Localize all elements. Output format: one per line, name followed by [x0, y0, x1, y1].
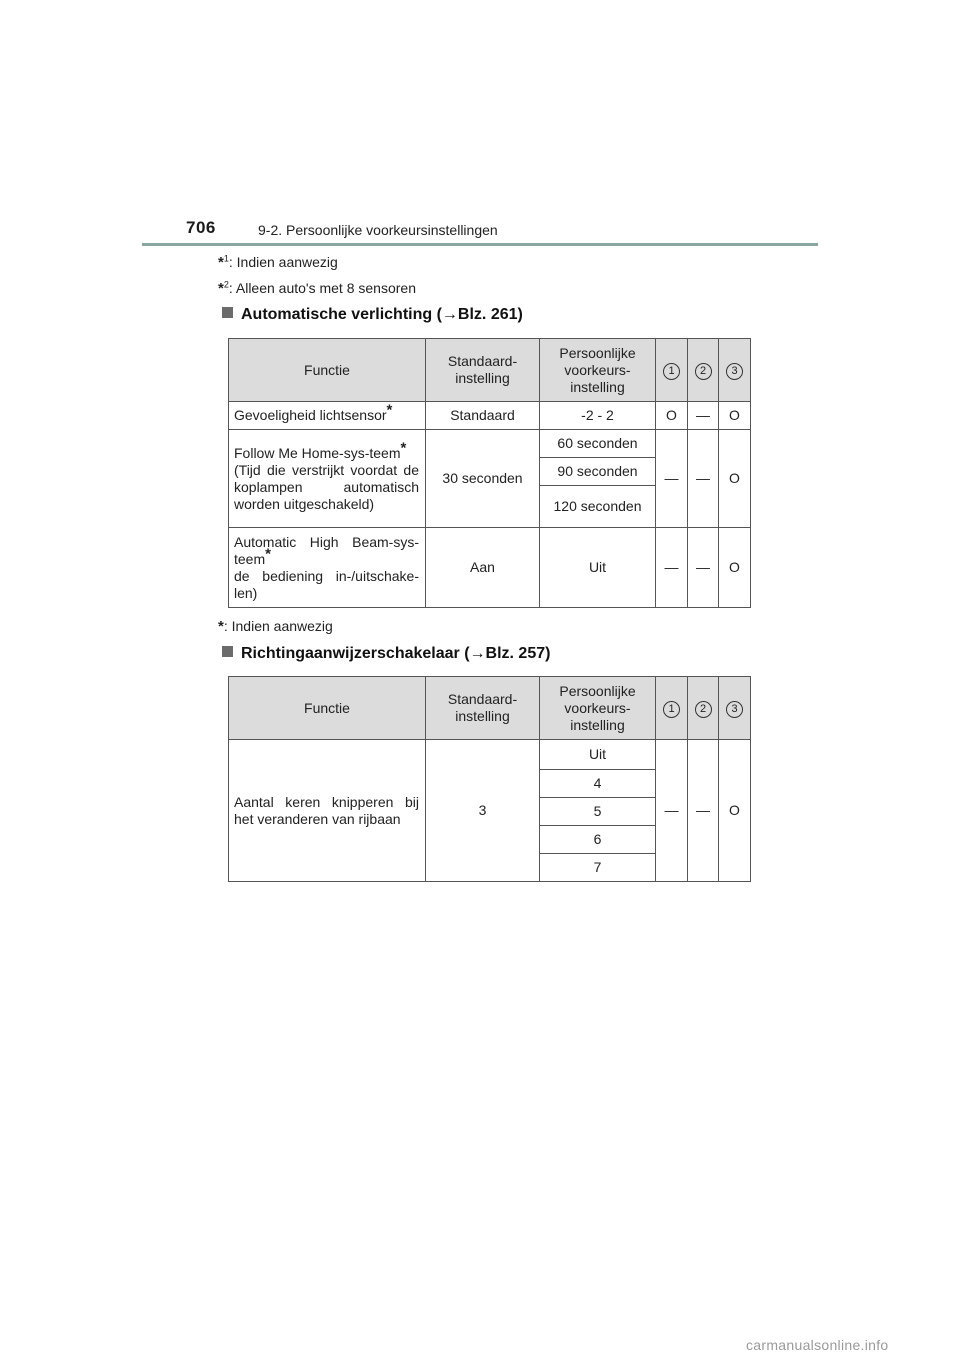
cell-col-3: O — [719, 528, 751, 608]
circled-number-3-icon: 3 — [726, 363, 743, 380]
watermark: carmanualsonline.info — [746, 1337, 889, 1353]
circled-number-2-icon: 2 — [695, 701, 712, 718]
turn-signal-table — [228, 676, 751, 882]
header-custom: Persoonlijke voorkeurs-instelling — [540, 339, 656, 402]
cell-custom: 7 — [540, 854, 656, 882]
function-text: Automatic High Beam-sys-teem — [234, 533, 419, 567]
footnote-text: : Indien aanwezig — [228, 254, 338, 270]
header-divider — [142, 243, 818, 246]
circled-number-1-icon: 1 — [663, 701, 680, 718]
cell-col-3: O — [719, 402, 751, 430]
header-function: Functie — [229, 339, 426, 402]
cell-function: Aantal keren knipperen bij het veranderen van rijbaan — [229, 740, 426, 882]
footnote-asterisk: * — [386, 401, 393, 419]
table-row — [229, 402, 751, 430]
cell-custom: 90 seconden — [540, 458, 656, 486]
cell-custom: 5 — [540, 798, 656, 826]
function-text: Follow Me Home-sys-teem — [234, 444, 401, 461]
cell-col-2: — — [688, 740, 719, 882]
square-bullet-icon — [222, 307, 233, 318]
header-col-1 — [656, 677, 688, 740]
header-custom: Persoonlijke voorkeurs-instelling — [540, 677, 656, 740]
function-text: Gevoeligheid lichtsensor — [234, 407, 387, 423]
footnote-number: 1 — [223, 253, 229, 264]
section-header: 9-2. Persoonlijke voorkeursinstellingen — [258, 222, 498, 238]
function-detail: de bediening in-/uitschake-len) — [234, 567, 419, 601]
cell-function — [229, 402, 426, 430]
cell-col-3: O — [719, 740, 751, 882]
header-col-1 — [656, 339, 688, 402]
header-col-2 — [688, 339, 719, 402]
header-col-3 — [719, 677, 751, 740]
footnote-asterisk: * — [218, 618, 224, 635]
cell-custom: 60 seconden — [540, 430, 656, 458]
footnote-2 — [218, 280, 416, 297]
cell-col-1: — — [656, 430, 688, 528]
square-bullet-icon — [222, 646, 233, 657]
footnote-1 — [218, 254, 338, 271]
cell-col-1: — — [656, 740, 688, 882]
footnote-text: : Indien aanwezig — [223, 618, 333, 634]
page-number: 706 — [186, 218, 216, 237]
footnote-asterisk: * — [218, 280, 224, 297]
footnote-text: : Alleen auto's met 8 sensoren — [228, 280, 416, 296]
cell-custom: -2 - 2 — [540, 402, 656, 430]
cell-function — [229, 528, 426, 608]
table-header-row — [229, 339, 751, 402]
header-function: Functie — [229, 677, 426, 740]
header-col-3 — [719, 339, 751, 402]
auto-lighting-table — [228, 338, 751, 608]
header-col-2 — [688, 677, 719, 740]
footnote-asterisk: * — [400, 438, 407, 456]
table-row — [229, 528, 751, 608]
cell-custom: 6 — [540, 826, 656, 854]
cell-col-3: O — [719, 430, 751, 528]
footnote-number: 2 — [223, 279, 229, 290]
subsection-title-text: Automatische verlichting (→Blz. 261) — [241, 306, 523, 323]
cell-col-1: — — [656, 528, 688, 608]
circled-number-1-icon: 1 — [663, 363, 680, 380]
cell-custom: 4 — [540, 770, 656, 798]
cell-col-2: — — [688, 430, 719, 528]
subsection-title-turn-signal — [222, 645, 550, 663]
cell-default: Standaard — [426, 402, 540, 430]
circled-number-3-icon: 3 — [726, 701, 743, 718]
header-default: Standaard-instelling — [426, 339, 540, 402]
subsection-title-auto-lighting — [222, 306, 523, 324]
subsection-title-text: Richtingaanwijzerschakelaar (→Blz. 257) — [241, 645, 551, 662]
function-detail: (Tijd die verstrijkt voordat de koplampen automatisch worden uitgeschakeld) — [234, 461, 419, 512]
cell-col-2: — — [688, 528, 719, 608]
cell-default: Aan — [426, 528, 540, 608]
header-default: Standaard-instelling — [426, 677, 540, 740]
footnote-3 — [218, 618, 333, 635]
cell-col-2: — — [688, 402, 719, 430]
cell-default: 3 — [426, 740, 540, 882]
cell-default: 30 seconden — [426, 430, 540, 528]
cell-custom: 120 seconden — [540, 486, 656, 528]
table-row — [229, 430, 751, 458]
footnote-asterisk: * — [218, 254, 224, 271]
cell-function — [229, 430, 426, 528]
cell-custom: Uit — [540, 528, 656, 608]
circled-number-2-icon: 2 — [695, 363, 712, 380]
footnote-asterisk: * — [265, 544, 271, 562]
table-row — [229, 740, 751, 770]
table-header-row — [229, 677, 751, 740]
cell-custom: Uit — [540, 740, 656, 770]
cell-col-1: O — [656, 402, 688, 430]
